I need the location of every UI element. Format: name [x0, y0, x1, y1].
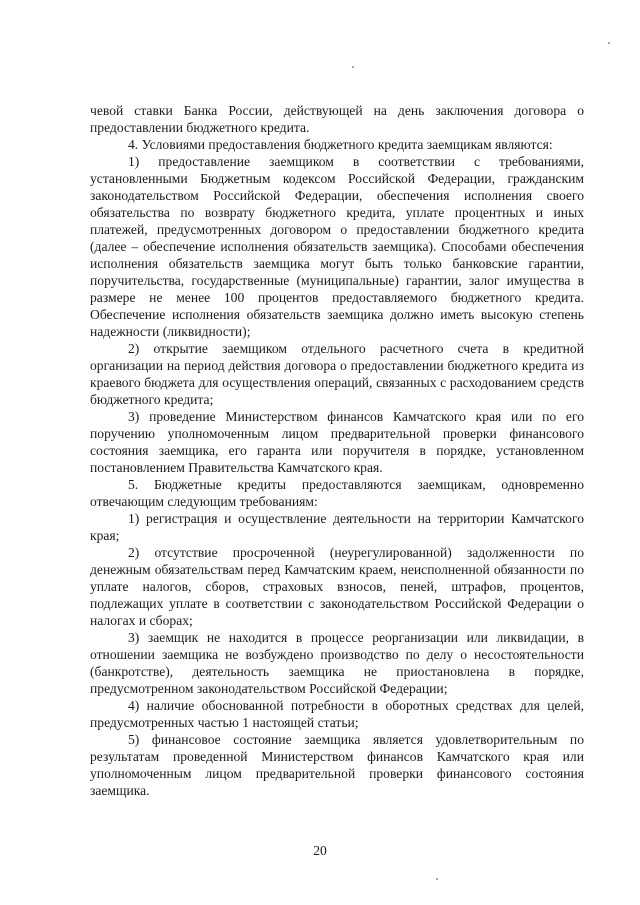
paragraph-requirement-2: 2) отсутствие просроченной (неурегулированной) задолженности по денежным обязательствам перед Камчатским краем, неисполненной обязанности по уплате налогов, сборов, страховых взносов, пеней, штрафов, процентов, подлежащих уплате в соответствии с законодательством Российской Федерации о налогах и сборах;: [90, 545, 584, 628]
paragraph-requirement-1: 1) регистрация и осуществление деятельности на территории Камчатского края;: [90, 511, 584, 543]
document-body: [90, 102, 584, 799]
paragraph-requirement-4: 4) наличие обоснованной потребности в оборотных средствах для целей, предусмотренных частью 1 настоящей статьи;: [90, 698, 584, 730]
scan-speck: [436, 878, 438, 880]
paragraph-continuation: чевой ставки Банка России, действующей на день заключения договора о предоставлении бюджетного кредита.: [90, 103, 584, 135]
paragraph-condition-2: 2) открытие заемщиком отдельного расчетного счета в кредитной организации на период действия договора о предоставлении бюджетного кредита из краевого бюджета для осуществления операций, связанных с расходованием средств бюджетного кредита;: [90, 341, 584, 407]
paragraph-requirement-3: 3) заемщик не находится в процессе реорганизации или ликвидации, в отношении заемщика не возбуждено производство по делу о несостоятельности (банкротстве), деятельность заемщика не приостановлена в порядке, предусмотренном законодательством Российской Федерации;: [90, 630, 584, 696]
scan-speck: [352, 66, 354, 68]
paragraph-condition-3: 3) проведение Министерством финансов Камчатского края или по его поручению уполномоченным лицом предварительной проверки финансового состояния заемщика, его гаранта или поручителя в порядке, установленном постановлением Правительства Камчатского края.: [90, 409, 584, 475]
paragraph-section-5-header: 5. Бюджетные кредиты предоставляются заемщикам, одновременно отвечающим следующим требованиям:: [90, 477, 584, 509]
paragraph-requirement-5: 5) финансовое состояние заемщика является удовлетворительным по результатам проведенной Министерством финансов Камчатского края или уполномоченным лицом предварительной проверки финансового состояния заемщика.: [90, 732, 584, 798]
page-number: 20: [313, 843, 327, 858]
paragraph-condition-1: 1) предоставление заемщиком в соответствии с требованиями, установленными Бюджетным кодексом Российской Федерации, гражданским законодательством Российской Федерации, обеспечения исполнения своего обязательства по возврату бюджетного кредита, уплате процентных и иных платежей, предусмотренных договором о предоставлении бюджетного кредита (далее – обеспечение исполнения обязательств заемщика). Способами обеспечения исполнения обязательств заемщика могут быть только банковские гарантии, поручительства, государственные (муниципальные) гарантии, залог имущества в размере не менее 100 процентов предоставляемого бюджетного кредита. Обеспечение исполнения обязательств заемщика должно иметь высокую степень надежности (ликвидности);: [90, 154, 584, 339]
paragraph-section-4-header: 4. Условиями предоставления бюджетного кредита заемщикам являются:: [128, 137, 553, 152]
scan-speck: [608, 42, 610, 44]
